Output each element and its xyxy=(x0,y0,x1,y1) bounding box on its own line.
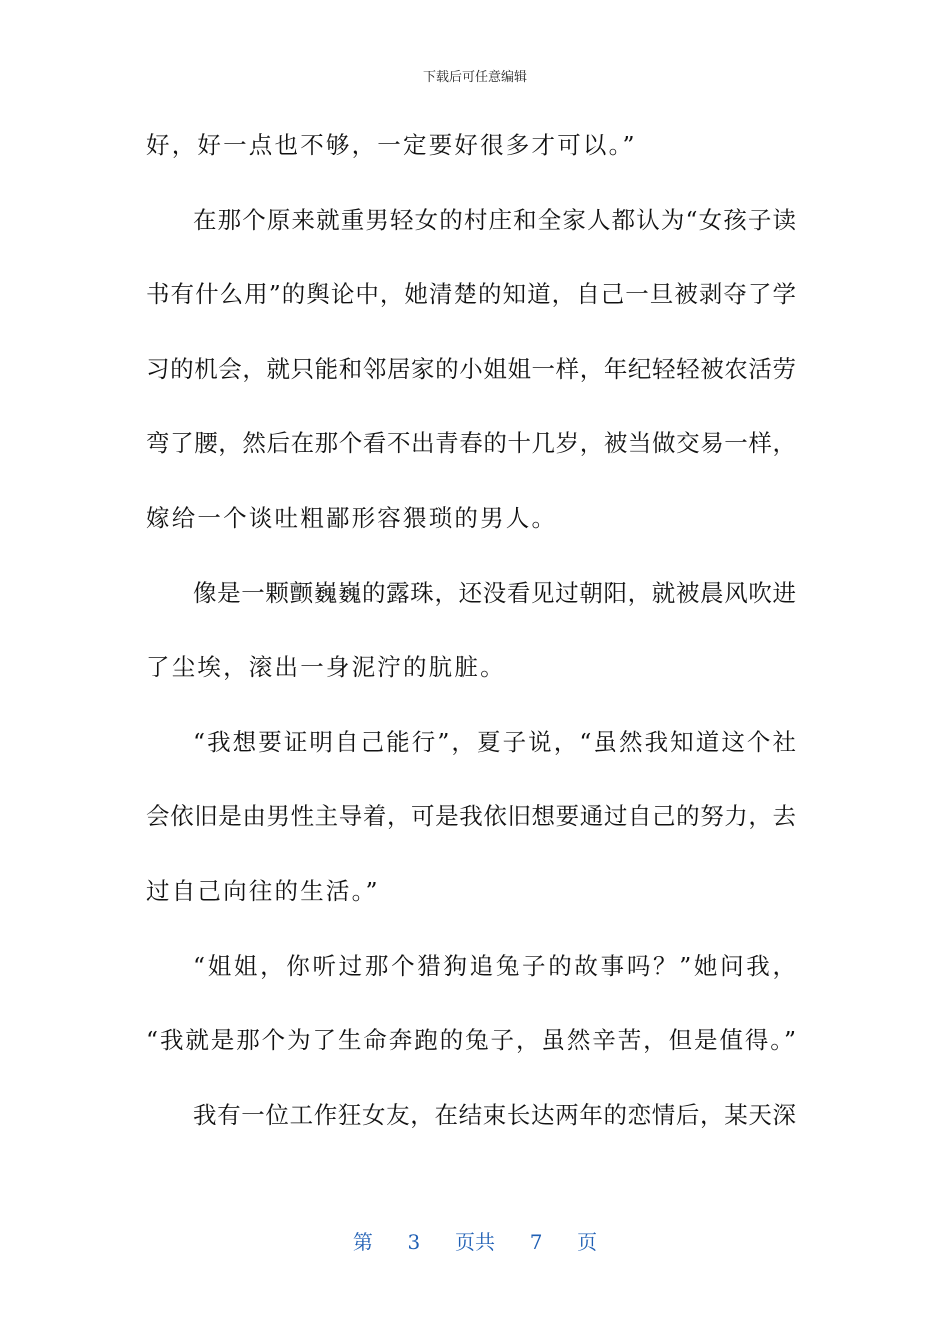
page-number: 3 xyxy=(407,1230,421,1254)
page-middle: 页共 xyxy=(455,1230,495,1254)
text-line: 我有一位工作狂女友，在结束长达两年的恋情后，某天深 xyxy=(193,1100,796,1129)
page-footer xyxy=(0,1226,950,1255)
text-line: 书有什么用”的舆论中，她清楚的知道，自己一旦被剥夺了学 xyxy=(146,280,796,309)
text-line: 过自己向往的生活。” xyxy=(146,876,380,905)
text-line: 在那个原来就重男轻女的村庄和全家人都认为“女孩子读 xyxy=(193,205,796,234)
text-line: 弯了腰，然后在那个看不出青春的十几岁，被当做交易一样， xyxy=(146,429,796,458)
text-line: “姐姐，你听过那个猎狗追兔子的故事吗？”她问我， xyxy=(193,951,796,980)
page-suffix: 页 xyxy=(577,1230,598,1254)
page-total: 7 xyxy=(529,1230,543,1254)
page-prefix: 第 xyxy=(352,1230,373,1254)
text-line: 了尘埃，滚出一身泥泞的肮脏。 xyxy=(146,653,506,682)
document-body xyxy=(146,108,796,1152)
text-line: 像是一颗颤巍巍的露珠，还没看见过朝阳，就被晨风吹进 xyxy=(193,578,796,607)
text-line: 习的机会，就只能和邻居家的小姐姐一样，年纪轻轻被农活劳 xyxy=(146,354,796,383)
text-line: “我就是那个为了生命奔跑的兔子，虽然辛苦，但是值得。” xyxy=(146,1026,796,1055)
text-line: 嫁给一个谈吐粗鄙形容猥琐的男人。 xyxy=(146,503,558,532)
text-line: 好，好一点也不够，一定要好很多才可以。” xyxy=(146,131,637,159)
text-line: “我想要证明自己能行”，夏子说，“虽然我知道这个社 xyxy=(193,727,796,756)
page-header: 下载后可任意编辑 xyxy=(422,70,527,85)
text-line: 会依旧是由男性主导着，可是我依旧想要通过自己的努力，去 xyxy=(146,802,796,831)
